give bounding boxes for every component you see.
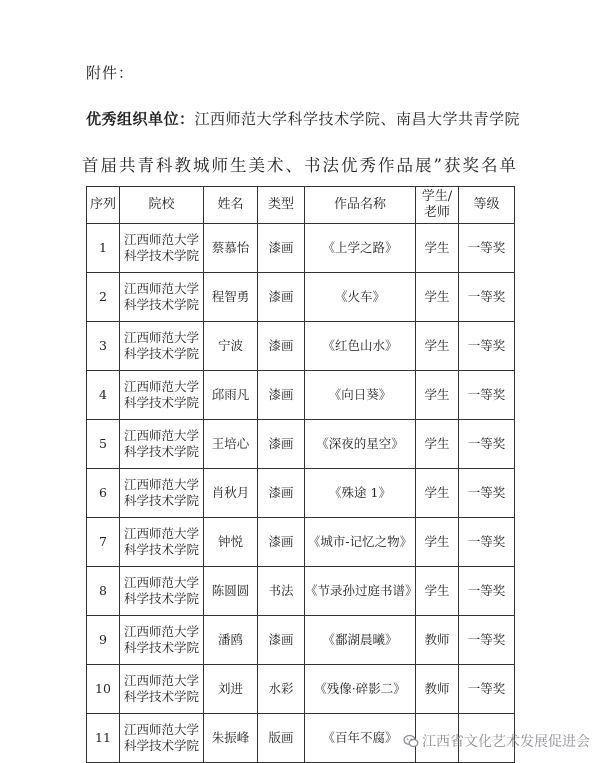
cell-name: 肖秋月 <box>204 469 258 518</box>
cell-name: 邱雨凡 <box>204 371 258 420</box>
cell-type: 漆画 <box>258 322 305 371</box>
cell-school: 江西师范大学科学技术学院 <box>120 567 204 616</box>
cell-grade: 一等奖 <box>459 616 515 665</box>
cell-type: 漆画 <box>258 224 305 273</box>
table-header-row <box>87 187 515 224</box>
cell-work: 《红色山水》 <box>305 322 416 371</box>
cell-school: 江西师范大学科学技术学院 <box>120 322 204 371</box>
cell-name: 宁波 <box>204 322 258 371</box>
cell-work: 《百年不腐》 <box>305 714 416 763</box>
wechat-icon <box>403 733 419 749</box>
cell-grade: 一等奖 <box>459 273 515 322</box>
cell-work: 《鄱湖晨曦》 <box>305 616 416 665</box>
cell-school: 江西师范大学科学技术学院 <box>120 273 204 322</box>
cell-no: 2 <box>87 273 120 322</box>
cell-role: 学生 <box>416 224 459 273</box>
cell-type: 漆画 <box>258 518 305 567</box>
table-row <box>87 518 515 567</box>
table-row <box>87 567 515 616</box>
cell-type: 版画 <box>258 714 305 763</box>
cell-type: 书法 <box>258 567 305 616</box>
cell-no: 1 <box>87 224 120 273</box>
cell-no: 4 <box>87 371 120 420</box>
table-row <box>87 420 515 469</box>
header-school: 院校 <box>120 187 204 224</box>
cell-no: 10 <box>87 665 120 714</box>
watermark-text: 江西省文化艺术发展促进会 <box>422 734 590 750</box>
cell-no: 5 <box>87 420 120 469</box>
cell-school: 江西师范大学科学技术学院 <box>120 665 204 714</box>
table-row <box>87 665 515 714</box>
table-row <box>87 224 515 273</box>
cell-school: 江西师范大学科学技术学院 <box>120 616 204 665</box>
cell-work: 《残像·碎影二》 <box>305 665 416 714</box>
cell-name: 程智勇 <box>204 273 258 322</box>
cell-name: 刘进 <box>204 665 258 714</box>
cell-grade: 一等奖 <box>459 665 515 714</box>
cell-type: 漆画 <box>258 273 305 322</box>
cell-role: 学生 <box>416 322 459 371</box>
cell-role: 教师 <box>416 616 459 665</box>
cell-school: 江西师范大学科学技术学院 <box>120 714 204 763</box>
watermark <box>403 731 590 751</box>
cell-school: 江西师范大学科学技术学院 <box>120 371 204 420</box>
table-row <box>87 371 515 420</box>
cell-no: 6 <box>87 469 120 518</box>
cell-no: 3 <box>87 322 120 371</box>
cell-type: 水彩 <box>258 665 305 714</box>
cell-name: 王培心 <box>204 420 258 469</box>
cell-role: 学生 <box>416 567 459 616</box>
cell-no: 9 <box>87 616 120 665</box>
cell-work: 《节录孙过庭书谱》 <box>305 567 416 616</box>
attachment-label: 附件： <box>86 64 135 82</box>
cell-name: 朱振峰 <box>204 714 258 763</box>
cell-role: 学生 <box>416 371 459 420</box>
cell-grade: 一等奖 <box>459 371 515 420</box>
cell-school: 江西师范大学科学技术学院 <box>120 420 204 469</box>
cell-work: 《上学之路》 <box>305 224 416 273</box>
organizing-units-label: 优秀组织单位： <box>86 110 195 128</box>
cell-work: 《火车》 <box>305 273 416 322</box>
organizing-units-value: 江西师范大学科学技术学院、南昌大学共青学院 <box>194 110 521 128</box>
cell-name: 陈圆圆 <box>204 567 258 616</box>
cell-no: 7 <box>87 518 120 567</box>
cell-work: 《深夜的星空》 <box>305 420 416 469</box>
cell-grade: 一等奖 <box>459 322 515 371</box>
cell-grade: 一等奖 <box>459 469 515 518</box>
cell-school: 江西师范大学科学技术学院 <box>120 469 204 518</box>
table-row <box>87 322 515 371</box>
cell-school: 江西师范大学科学技术学院 <box>120 518 204 567</box>
header-work: 作品名称 <box>305 187 416 224</box>
awards-table <box>86 186 515 763</box>
cell-name: 钟悦 <box>204 518 258 567</box>
table-row <box>87 616 515 665</box>
cell-name: 潘鸥 <box>204 616 258 665</box>
header-type: 类型 <box>258 187 305 224</box>
table-row <box>87 469 515 518</box>
cell-grade: 一等奖 <box>459 518 515 567</box>
header-role: 学生/老师 <box>416 187 459 224</box>
cell-role: 学生 <box>416 518 459 567</box>
cell-no: 8 <box>87 567 120 616</box>
cell-grade: 一等奖 <box>459 420 515 469</box>
cell-name: 蔡慕怡 <box>204 224 258 273</box>
cell-type: 漆画 <box>258 616 305 665</box>
table-row <box>87 273 515 322</box>
cell-role: 学生 <box>416 469 459 518</box>
cell-type: 漆画 <box>258 371 305 420</box>
cell-type: 漆画 <box>258 469 305 518</box>
cell-work: 《城市-记忆之物》 <box>305 518 416 567</box>
header-name: 姓名 <box>204 187 258 224</box>
document-title: 首届共青科教城师生美术、书法优秀作品展”获奖名单 <box>82 156 518 175</box>
cell-role: 学生 <box>416 420 459 469</box>
cell-type: 漆画 <box>258 420 305 469</box>
header-no: 序列 <box>87 187 120 224</box>
cell-no: 11 <box>87 714 120 763</box>
header-grade: 等级 <box>459 187 515 224</box>
cell-work: 《殊途 1》 <box>305 469 416 518</box>
cell-role: 学生 <box>416 273 459 322</box>
cell-grade: 一等奖 <box>459 224 515 273</box>
cell-work: 《向日葵》 <box>305 371 416 420</box>
cell-school: 江西师范大学科学技术学院 <box>120 224 204 273</box>
cell-role: 教师 <box>416 665 459 714</box>
organizing-units <box>86 108 520 129</box>
cell-grade: 一等奖 <box>459 567 515 616</box>
